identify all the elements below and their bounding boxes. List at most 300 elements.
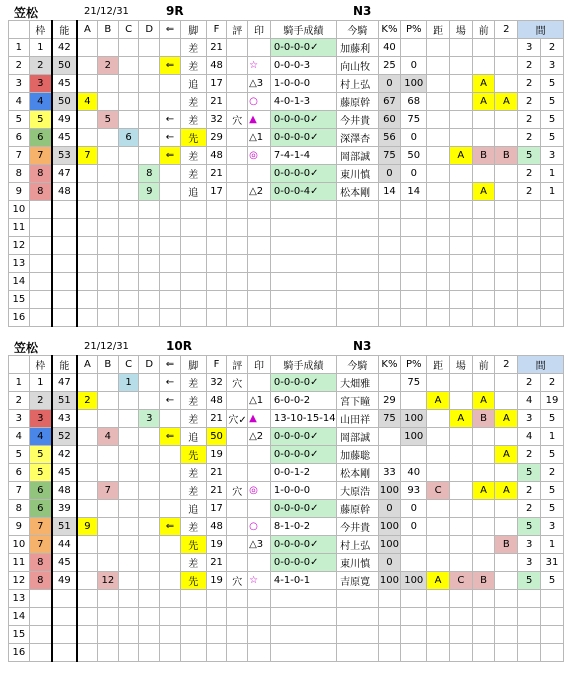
cell-waku: 8 xyxy=(29,183,52,201)
cell-kyaku: 先 xyxy=(180,446,206,464)
cell-kishu: 大原浩 xyxy=(337,482,378,500)
cell-b xyxy=(98,93,119,111)
cell-kishu: 加藤利 xyxy=(337,39,378,57)
cell-nou: 39 xyxy=(52,500,77,518)
cell-c xyxy=(118,111,139,129)
table-row xyxy=(9,554,564,572)
cell-waku xyxy=(29,255,52,273)
cell-b xyxy=(98,255,119,273)
cell-shirushi: ☆ xyxy=(248,572,271,590)
cell-kishu xyxy=(337,590,378,608)
empty-row xyxy=(9,201,564,219)
cell-no: 13 xyxy=(9,255,30,273)
header-cell: ⇐ xyxy=(160,356,181,374)
cell-f: 32 xyxy=(206,111,227,129)
cell-arr xyxy=(160,183,181,201)
cell-kan1: 2 xyxy=(518,75,541,93)
cell-kan1 xyxy=(518,237,541,255)
cell-two xyxy=(495,75,518,93)
cell-nou: 49 xyxy=(52,572,77,590)
cell-kyori xyxy=(427,626,450,644)
cell-arr: ← xyxy=(160,374,181,392)
cell-hyo xyxy=(227,183,248,201)
cell-seiseki: 0-0-0-0✓ xyxy=(270,374,336,392)
cell-f xyxy=(206,273,227,291)
cell-p xyxy=(401,608,427,626)
cell-p: 93 xyxy=(401,482,427,500)
cell-seiseki: 0-0-0-0✓ xyxy=(270,536,336,554)
header-cell-kan: 間 xyxy=(518,356,564,374)
cell-c xyxy=(118,536,139,554)
cell-waku xyxy=(29,201,52,219)
cell-f: 32 xyxy=(206,374,227,392)
header-cell: D xyxy=(139,356,160,374)
cell-kyori xyxy=(427,237,450,255)
cell-two xyxy=(495,518,518,536)
cell-c xyxy=(118,57,139,75)
cell-kan1: 2 xyxy=(518,111,541,129)
cell-seiseki xyxy=(270,309,336,327)
cell-mae xyxy=(472,590,495,608)
cell-k: 0 xyxy=(378,554,401,572)
cell-d xyxy=(139,572,160,590)
cell-hyo xyxy=(227,518,248,536)
cell-kyaku xyxy=(180,590,206,608)
cell-f: 48 xyxy=(206,518,227,536)
header-cell: P% xyxy=(401,356,427,374)
cell-kan2: 3 xyxy=(541,518,564,536)
cell-c xyxy=(118,75,139,93)
cell-d xyxy=(139,482,160,500)
cell-b xyxy=(98,147,119,165)
cell-nou: 47 xyxy=(52,165,77,183)
cell-f: 21 xyxy=(206,482,227,500)
cell-two: A xyxy=(495,446,518,464)
cell-a: 9 xyxy=(77,518,98,536)
cell-arr: ⇐ xyxy=(160,518,181,536)
cell-k xyxy=(378,374,401,392)
cell-a xyxy=(77,57,98,75)
cell-f: 19 xyxy=(206,536,227,554)
cell-kan1: 2 xyxy=(518,482,541,500)
table-row xyxy=(9,428,564,446)
race-date: 21/12/31 xyxy=(84,6,129,17)
cell-kyori: A xyxy=(427,572,450,590)
cell-d xyxy=(139,219,160,237)
cell-kyori xyxy=(427,165,450,183)
cell-shirushi xyxy=(248,273,271,291)
cell-nou: 50 xyxy=(52,57,77,75)
cell-p xyxy=(401,626,427,644)
cell-kan1: 3 xyxy=(518,410,541,428)
cell-shirushi xyxy=(248,464,271,482)
cell-no: 5 xyxy=(9,446,30,464)
cell-c xyxy=(118,554,139,572)
cell-k xyxy=(378,428,401,446)
table-row xyxy=(9,111,564,129)
cell-seiseki xyxy=(270,626,336,644)
cell-no: 7 xyxy=(9,482,30,500)
cell-waku xyxy=(29,590,52,608)
cell-arr: ← xyxy=(160,392,181,410)
cell-two xyxy=(495,291,518,309)
cell-kyori xyxy=(427,309,450,327)
empty-row xyxy=(9,608,564,626)
cell-no: 4 xyxy=(9,93,30,111)
cell-no: 5 xyxy=(9,111,30,129)
cell-shirushi xyxy=(248,374,271,392)
cell-two: B xyxy=(495,147,518,165)
cell-p: 75 xyxy=(401,374,427,392)
cell-no: 7 xyxy=(9,147,30,165)
empty-row xyxy=(9,291,564,309)
cell-shirushi xyxy=(248,219,271,237)
cell-kishu xyxy=(337,608,378,626)
cell-arr xyxy=(160,572,181,590)
cell-kan1 xyxy=(518,626,541,644)
cell-a xyxy=(77,482,98,500)
cell-d xyxy=(139,237,160,255)
cell-f xyxy=(206,608,227,626)
cell-p xyxy=(401,291,427,309)
cell-arr xyxy=(160,75,181,93)
cell-kan2: 2 xyxy=(541,39,564,57)
cell-hyo: 穴 xyxy=(227,572,248,590)
cell-waku: 8 xyxy=(29,165,52,183)
cell-arr: ⇐ xyxy=(160,147,181,165)
cell-seiseki: 0-0-0-0✓ xyxy=(270,500,336,518)
cell-k: 33 xyxy=(378,464,401,482)
cell-two xyxy=(495,626,518,644)
cell-waku: 8 xyxy=(29,572,52,590)
cell-ba xyxy=(449,93,472,111)
cell-ba xyxy=(449,255,472,273)
cell-f xyxy=(206,590,227,608)
cell-p: 0 xyxy=(401,518,427,536)
header-cell: C xyxy=(118,356,139,374)
cell-seiseki: 0-0-0-3 xyxy=(270,57,336,75)
cell-kishu: 今井貴 xyxy=(337,518,378,536)
cell-nou: 45 xyxy=(52,554,77,572)
cell-shirushi: △3 xyxy=(248,536,271,554)
cell-b xyxy=(98,273,119,291)
cell-kyori xyxy=(427,464,450,482)
cell-shirushi xyxy=(248,291,271,309)
cell-kishu xyxy=(337,626,378,644)
cell-seiseki xyxy=(270,291,336,309)
cell-f: 48 xyxy=(206,392,227,410)
cell-c xyxy=(118,428,139,446)
cell-ba xyxy=(449,590,472,608)
cell-shirushi: ▲ xyxy=(248,410,271,428)
cell-a xyxy=(77,219,98,237)
cell-hyo: 穴 xyxy=(227,374,248,392)
cell-hyo xyxy=(227,309,248,327)
cell-kyaku: 差 xyxy=(180,518,206,536)
header-row xyxy=(9,356,564,374)
cell-a xyxy=(77,608,98,626)
cell-ba xyxy=(449,273,472,291)
cell-kyori: A xyxy=(427,392,450,410)
header-cell: 距 xyxy=(427,21,450,39)
cell-p: 100 xyxy=(401,75,427,93)
cell-mae xyxy=(472,201,495,219)
cell-two xyxy=(495,554,518,572)
cell-kyaku xyxy=(180,255,206,273)
cell-kyaku: 差 xyxy=(180,464,206,482)
cell-no: 10 xyxy=(9,536,30,554)
race-table xyxy=(8,20,564,327)
cell-f: 21 xyxy=(206,93,227,111)
cell-waku: 1 xyxy=(29,374,52,392)
cell-shirushi xyxy=(248,39,271,57)
cell-ba xyxy=(449,374,472,392)
cell-waku: 2 xyxy=(29,392,52,410)
cell-kyori: C xyxy=(427,482,450,500)
empty-row xyxy=(9,273,564,291)
race-grade: N3 xyxy=(353,339,372,353)
cell-ba xyxy=(449,219,472,237)
cell-two xyxy=(495,237,518,255)
cell-two xyxy=(495,644,518,662)
cell-seiseki: 4-1-0-1 xyxy=(270,572,336,590)
cell-a xyxy=(77,446,98,464)
cell-two xyxy=(495,39,518,57)
header-cell: 印 xyxy=(248,356,271,374)
cell-seiseki: 0-0-0-4✓ xyxy=(270,183,336,201)
cell-d xyxy=(139,374,160,392)
cell-two xyxy=(495,273,518,291)
cell-hyo xyxy=(227,608,248,626)
cell-kyaku: 追 xyxy=(180,500,206,518)
cell-ba xyxy=(449,291,472,309)
cell-waku: 6 xyxy=(29,500,52,518)
cell-d xyxy=(139,309,160,327)
cell-mae xyxy=(472,626,495,644)
cell-hyo xyxy=(227,93,248,111)
cell-mae xyxy=(472,464,495,482)
cell-seiseki xyxy=(270,219,336,237)
cell-waku xyxy=(29,219,52,237)
cell-hyo xyxy=(227,291,248,309)
cell-seiseki: 1-0-0-0 xyxy=(270,75,336,93)
cell-hyo xyxy=(227,201,248,219)
cell-kyori xyxy=(427,201,450,219)
cell-shirushi: △3 xyxy=(248,75,271,93)
cell-c xyxy=(118,608,139,626)
cell-kan2: 1 xyxy=(541,183,564,201)
cell-shirushi: ▲ xyxy=(248,111,271,129)
empty-row xyxy=(9,644,564,662)
cell-c xyxy=(118,500,139,518)
cell-no: 11 xyxy=(9,219,30,237)
cell-shirushi xyxy=(248,554,271,572)
cell-arr xyxy=(160,291,181,309)
cell-p xyxy=(401,446,427,464)
cell-kan2 xyxy=(541,644,564,662)
cell-k xyxy=(378,626,401,644)
cell-shirushi: ○ xyxy=(248,518,271,536)
cell-d xyxy=(139,201,160,219)
cell-two xyxy=(495,608,518,626)
cell-nou: 45 xyxy=(52,129,77,147)
cell-b xyxy=(98,392,119,410)
cell-ba xyxy=(449,237,472,255)
cell-b xyxy=(98,75,119,93)
cell-mae: B xyxy=(472,147,495,165)
cell-a xyxy=(77,39,98,57)
cell-kyori xyxy=(427,93,450,111)
cell-two: A xyxy=(495,410,518,428)
cell-c xyxy=(118,165,139,183)
cell-c xyxy=(118,201,139,219)
cell-two xyxy=(495,255,518,273)
cell-f xyxy=(206,309,227,327)
cell-hyo xyxy=(227,147,248,165)
cell-hyo xyxy=(227,219,248,237)
cell-kyaku: 差 xyxy=(180,410,206,428)
race-header xyxy=(8,339,564,353)
header-cell: 能 xyxy=(52,21,77,39)
cell-d xyxy=(139,590,160,608)
cell-mae xyxy=(472,111,495,129)
cell-k: 0 xyxy=(378,75,401,93)
cell-a xyxy=(77,410,98,428)
cell-kyaku xyxy=(180,608,206,626)
cell-nou xyxy=(52,237,77,255)
cell-c xyxy=(118,147,139,165)
cell-kyaku: 差 xyxy=(180,165,206,183)
cell-d xyxy=(139,75,160,93)
cell-kyori xyxy=(427,147,450,165)
cell-nou xyxy=(52,291,77,309)
cell-kan2 xyxy=(541,608,564,626)
header-cell: 今騎 xyxy=(337,356,378,374)
table-row xyxy=(9,572,564,590)
table-row xyxy=(9,75,564,93)
cell-ba xyxy=(449,554,472,572)
cell-shirushi: △2 xyxy=(248,183,271,201)
cell-kyori xyxy=(427,374,450,392)
cell-arr xyxy=(160,590,181,608)
cell-hyo xyxy=(227,129,248,147)
cell-k: 29 xyxy=(378,392,401,410)
cell-kan2: 5 xyxy=(541,75,564,93)
cell-p xyxy=(401,39,427,57)
cell-d xyxy=(139,608,160,626)
cell-arr xyxy=(160,39,181,57)
cell-no: 8 xyxy=(9,165,30,183)
cell-mae xyxy=(472,644,495,662)
cell-waku: 6 xyxy=(29,129,52,147)
cell-ba xyxy=(449,309,472,327)
cell-p xyxy=(401,536,427,554)
cell-kishu xyxy=(337,255,378,273)
header-cell-blank xyxy=(9,356,30,374)
cell-kan1 xyxy=(518,255,541,273)
cell-ba xyxy=(449,500,472,518)
cell-mae xyxy=(472,428,495,446)
cell-b: 2 xyxy=(98,57,119,75)
cell-k: 100 xyxy=(378,572,401,590)
cell-seiseki: 0-0-0-0✓ xyxy=(270,39,336,57)
header-cell: 評 xyxy=(227,21,248,39)
cell-kan2: 5 xyxy=(541,572,564,590)
cell-shirushi xyxy=(248,309,271,327)
cell-waku: 5 xyxy=(29,464,52,482)
cell-arr xyxy=(160,165,181,183)
header-cell: P% xyxy=(401,21,427,39)
cell-seiseki xyxy=(270,273,336,291)
cell-seiseki: 1-0-0-0 xyxy=(270,482,336,500)
cell-hyo xyxy=(227,428,248,446)
cell-ba: A xyxy=(449,410,472,428)
cell-d xyxy=(139,392,160,410)
cell-kishu xyxy=(337,237,378,255)
cell-ba xyxy=(449,518,472,536)
cell-kan2: 19 xyxy=(541,392,564,410)
cell-kishu: 加藤聡 xyxy=(337,446,378,464)
cell-kan2: 5 xyxy=(541,482,564,500)
cell-two: A xyxy=(495,482,518,500)
cell-kishu xyxy=(337,644,378,662)
cell-c xyxy=(118,219,139,237)
cell-kishu: 岡部誠 xyxy=(337,147,378,165)
cell-d xyxy=(139,291,160,309)
cell-c xyxy=(118,93,139,111)
cell-kishu: 村上弘 xyxy=(337,536,378,554)
cell-kishu: 藤原幹 xyxy=(337,93,378,111)
cell-mae xyxy=(472,554,495,572)
table-row xyxy=(9,464,564,482)
cell-p xyxy=(401,219,427,237)
header-cell: ⇐ xyxy=(160,21,181,39)
cell-mae: A xyxy=(472,183,495,201)
cell-waku: 7 xyxy=(29,518,52,536)
cell-shirushi: ☆ xyxy=(248,57,271,75)
cell-kan1: 2 xyxy=(518,165,541,183)
cell-a xyxy=(77,273,98,291)
cell-a xyxy=(77,291,98,309)
cell-arr: ⇐ xyxy=(160,57,181,75)
cell-mae xyxy=(472,237,495,255)
cell-ba xyxy=(449,446,472,464)
table-row xyxy=(9,392,564,410)
cell-p: 100 xyxy=(401,410,427,428)
cell-f xyxy=(206,255,227,273)
cell-k: 100 xyxy=(378,536,401,554)
cell-hyo: 穴✓ xyxy=(227,410,248,428)
cell-d xyxy=(139,626,160,644)
cell-kyaku: 差 xyxy=(180,374,206,392)
cell-nou xyxy=(52,590,77,608)
cell-p: 14 xyxy=(401,183,427,201)
cell-kyori xyxy=(427,183,450,201)
cell-kyaku: 差 xyxy=(180,482,206,500)
cell-hyo xyxy=(227,237,248,255)
cell-p xyxy=(401,237,427,255)
cell-p xyxy=(401,644,427,662)
cell-k xyxy=(378,201,401,219)
cell-kan1 xyxy=(518,219,541,237)
cell-arr xyxy=(160,500,181,518)
cell-kan2 xyxy=(541,590,564,608)
table-row xyxy=(9,39,564,57)
cell-mae xyxy=(472,129,495,147)
cell-b xyxy=(98,554,119,572)
cell-c xyxy=(118,237,139,255)
cell-b: 4 xyxy=(98,428,119,446)
